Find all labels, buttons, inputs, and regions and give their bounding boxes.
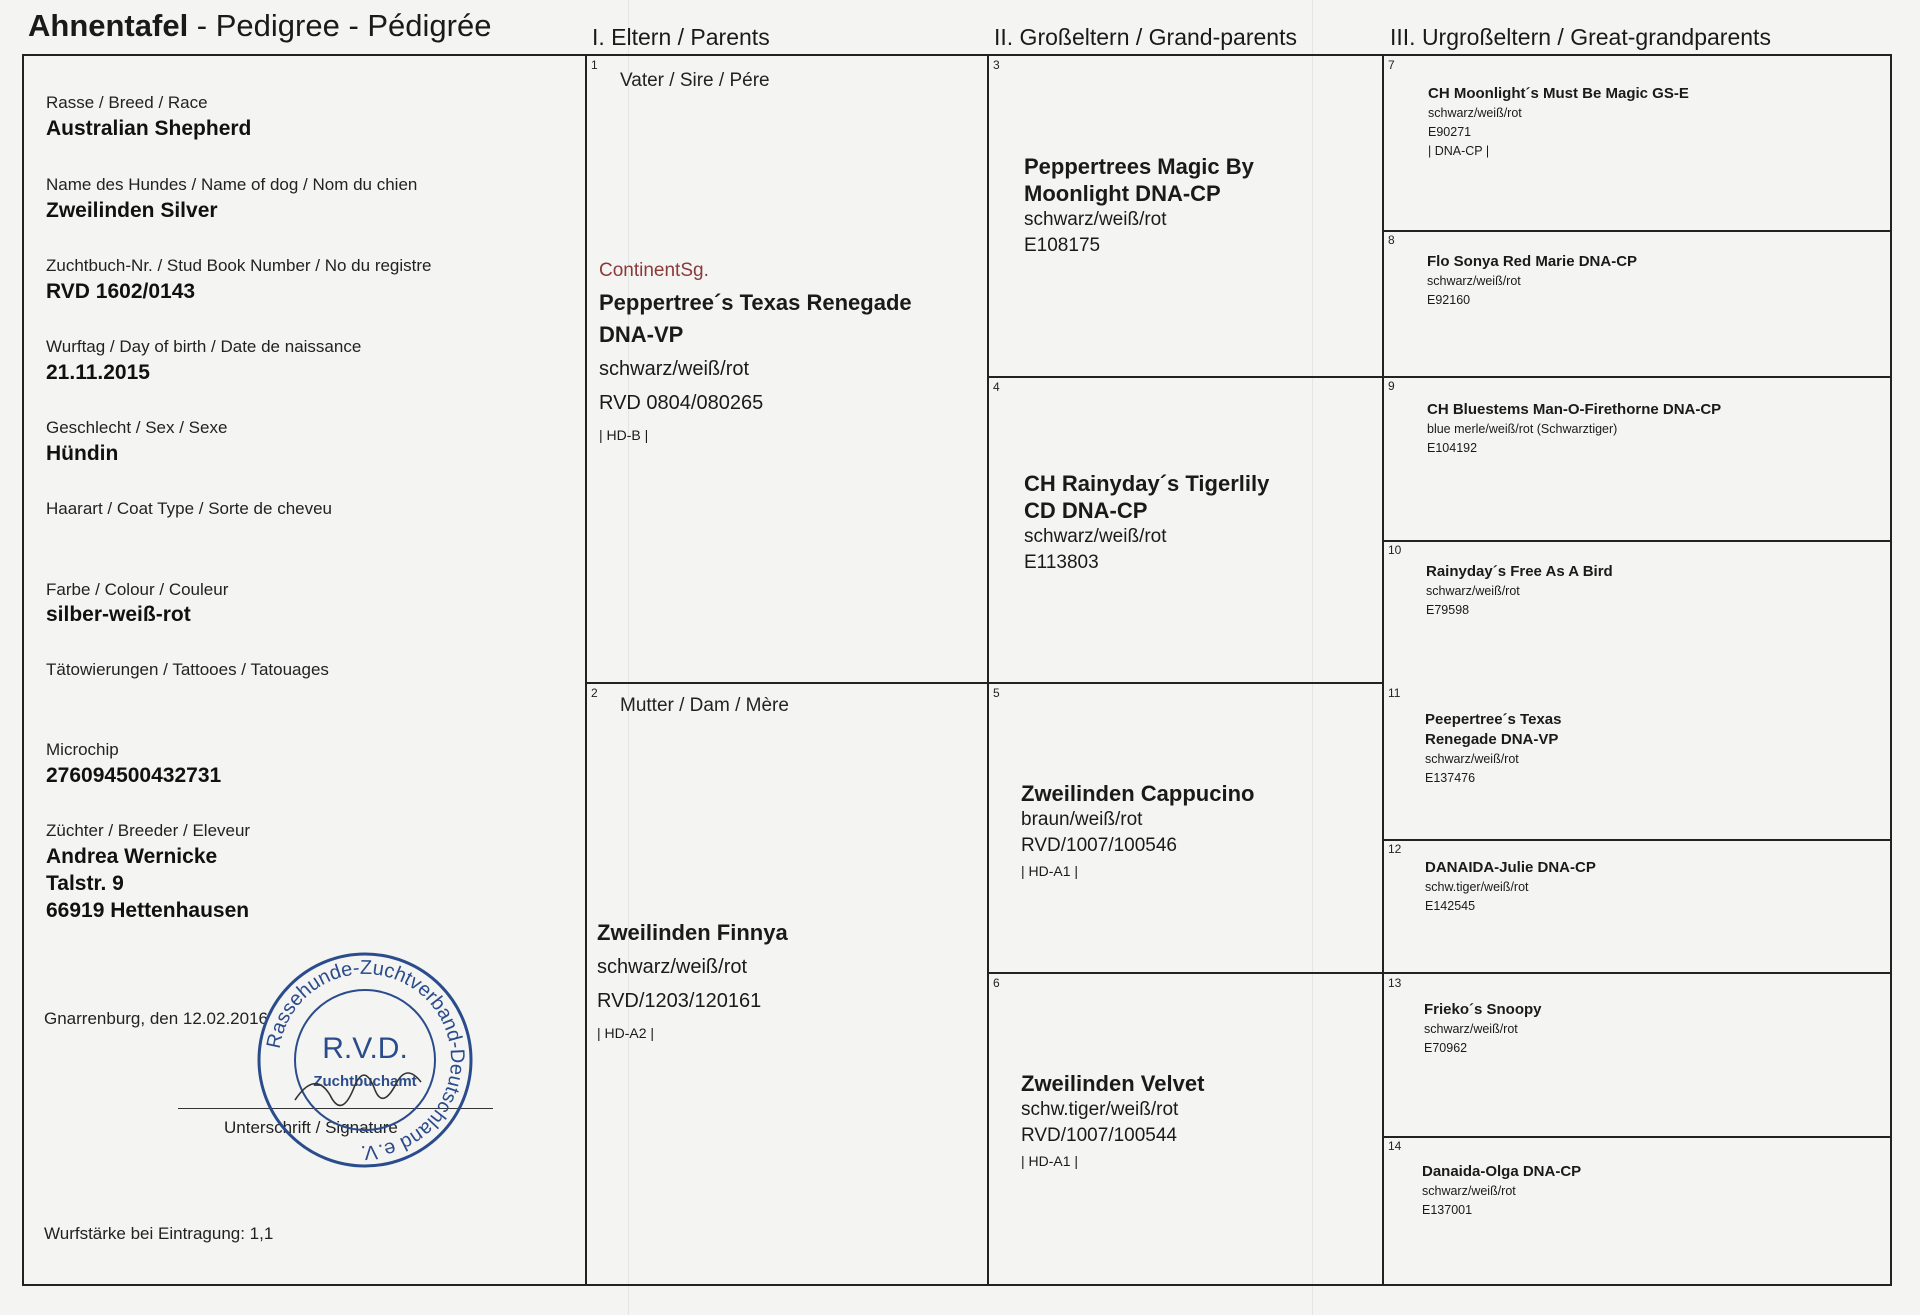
- sire-health: | HD-B |: [599, 427, 649, 443]
- divider: [1382, 540, 1892, 542]
- dam-health: | HD-A2 |: [597, 1025, 655, 1041]
- great-grandparent-color: schwarz/weiß/rot: [1427, 274, 1521, 288]
- great-grandparent-name-suffix: Renegade DNA-VP: [1425, 731, 1559, 748]
- sire-role: Vater / Sire / Pére: [620, 70, 770, 91]
- grandparent-color: schwarz/weiß/rot: [1024, 209, 1167, 230]
- great-grandparent-cell: [1424, 1000, 1542, 1058]
- sire-name-suffix: DNA-VP: [599, 322, 684, 347]
- cell-number: 13: [1388, 976, 1402, 990]
- great-grandparent-color: blue merle/weiß/rot (Schwarztiger): [1427, 422, 1618, 436]
- grandparent-cell: [1024, 470, 1269, 576]
- breeder-label: Züchter / Breeder / Eleveur: [46, 821, 251, 840]
- breed-label: Rasse / Breed / Race: [46, 93, 208, 112]
- cell-number: 4: [993, 380, 1000, 394]
- cell-number: 3: [993, 58, 1000, 72]
- cell-number: 10: [1388, 543, 1402, 557]
- title-rest: - Pedigree - Pédigrée: [188, 8, 492, 43]
- grandparent-color: schw.tiger/weiß/rot: [1021, 1099, 1179, 1120]
- great-grandparent-cell: [1425, 710, 1561, 788]
- great-grandparent-cell: [1426, 562, 1613, 620]
- rvd-stamp: [255, 950, 475, 1170]
- great-grandparent-color: schwarz/weiß/rot: [1426, 584, 1520, 598]
- divider: [987, 54, 989, 1286]
- great-grandparent-name: Flo Sonya Red Marie DNA-CP: [1427, 253, 1638, 270]
- breeder-name: Andrea Wernicke: [46, 845, 218, 868]
- great-grandparent-cell: [1428, 84, 1689, 161]
- page-title: [28, 8, 491, 44]
- stamp-center-text: R.V.D.: [322, 1032, 408, 1065]
- cell-number: 1: [591, 58, 598, 72]
- cell-number: 5: [993, 686, 1000, 700]
- dam-color: schwarz/weiß/rot: [597, 956, 748, 978]
- sire-reg: RVD 0804/080265: [599, 392, 764, 414]
- grandparent-reg: RVD/1007/100544: [1021, 1125, 1177, 1146]
- microchip-value: 276094500432731: [46, 764, 222, 787]
- grandparent-name: Peppertrees Magic By: [1024, 154, 1254, 179]
- cell-number: 2: [591, 686, 598, 700]
- divider: [1382, 1136, 1892, 1138]
- great-grandparent-name: Rainyday´s Free As A Bird: [1426, 563, 1613, 580]
- cell-number: 9: [1388, 379, 1395, 393]
- cell-number: 11: [1388, 686, 1401, 700]
- grandparent-reg: RVD/1007/100546: [1021, 835, 1177, 856]
- grandparent-health: | HD-A1 |: [1021, 1153, 1079, 1169]
- birthdate-label: Wurftag / Day of birth / Date de naissance: [46, 337, 362, 356]
- breeder-city: 66919 Hettenhausen: [46, 899, 250, 922]
- great-grandparent-cell: [1425, 858, 1596, 916]
- sire-color: schwarz/weiß/rot: [599, 358, 750, 380]
- dam-cell: [620, 695, 789, 717]
- great-grandparent-reg: E137476: [1425, 771, 1476, 785]
- colour-value: silber-weiß-rot: [46, 603, 191, 626]
- cell-number: 8: [1388, 233, 1395, 247]
- great-grandparent-color: schwarz/weiß/rot: [1424, 1022, 1518, 1036]
- great-grandparent-reg: E79598: [1426, 603, 1470, 617]
- cell-number: 7: [1388, 58, 1395, 72]
- great-grandparent-reg: E104192: [1427, 441, 1478, 455]
- great-grandparent-cell: [1427, 252, 1637, 310]
- grandparent-reg: E113803: [1024, 552, 1099, 573]
- great-grandparent-cell: [1422, 1162, 1581, 1220]
- place-date: Gnarrenburg, den 12.02.2016: [44, 1009, 269, 1028]
- column-header-parents: I. Eltern / Parents: [592, 24, 770, 50]
- great-grandparent-color: schwarz/weiß/rot: [1425, 752, 1519, 766]
- dam-role: Mutter / Dam / Mère: [620, 695, 789, 716]
- dam-details: [597, 918, 788, 1046]
- great-grandparent-reg: E90271: [1428, 125, 1472, 139]
- great-grandparent-reg: E137001: [1422, 1203, 1473, 1217]
- great-grandparent-reg: E92160: [1427, 293, 1471, 307]
- grandparent-reg: E108175: [1024, 235, 1101, 256]
- dam-name: Zweilinden Finnya: [597, 920, 788, 945]
- dam-reg: RVD/1203/120161: [597, 990, 762, 1012]
- divider: [987, 376, 1892, 378]
- studbook-label: Zuchtbuch-Nr. / Stud Book Number / No du registre: [46, 256, 432, 275]
- great-grandparent-name: Peepertree´s Texas: [1425, 711, 1562, 728]
- great-grandparent-name: CH Bluestems Man-O-Firethorne DNA-CP: [1427, 401, 1722, 418]
- grandparent-cell: [1021, 780, 1254, 883]
- birthdate-value: 21.11.2015: [46, 361, 150, 384]
- grandparent-name-suffix: Moonlight DNA-CP: [1024, 181, 1221, 206]
- divider: [987, 972, 1892, 974]
- great-grandparent-name: DANAIDA-Julie DNA-CP: [1425, 859, 1596, 876]
- divider: [585, 682, 1382, 684]
- tattoo-label: Tätowierungen / Tattooes / Tatouages: [46, 660, 329, 679]
- sire-details: [599, 260, 912, 448]
- sire-name: Peppertree´s Texas Renegade: [599, 290, 912, 315]
- stamp-sub-text: Zuchtbuchamt: [313, 1073, 417, 1090]
- divider: [1382, 230, 1892, 232]
- divider: [1382, 839, 1892, 841]
- grandparent-color: braun/weiß/rot: [1021, 809, 1143, 830]
- grandparent-name: Zweilinden Cappucino: [1021, 781, 1255, 806]
- great-grandparent-reg: E142545: [1425, 899, 1476, 913]
- great-grandparent-reg: E70962: [1424, 1041, 1468, 1055]
- great-grandparent-color: schwarz/weiß/rot: [1428, 106, 1522, 120]
- great-grandparent-name: CH Moonlight´s Must Be Magic GS-E: [1428, 85, 1689, 102]
- great-grandparent-cell: [1427, 400, 1721, 458]
- sex-value: Hündin: [46, 442, 119, 465]
- grandparent-health: | HD-A1 |: [1021, 863, 1079, 879]
- cell-number: 6: [993, 976, 1000, 990]
- sire-title: ContinentSg.: [599, 260, 709, 281]
- cell-number: 12: [1388, 842, 1402, 856]
- dog-name-label: Name des Hundes / Name of dog / Nom du chien: [46, 175, 418, 194]
- grandparent-name: CH Rainyday´s Tigerlily: [1024, 471, 1270, 496]
- grandparent-name-suffix: CD DNA-CP: [1024, 498, 1148, 523]
- sex-label: Geschlecht / Sex / Sexe: [46, 418, 228, 437]
- great-grandparent-health: | DNA-CP |: [1428, 144, 1490, 158]
- title-bold: Ahnentafel: [28, 8, 189, 43]
- studbook-value: RVD 1602/0143: [46, 280, 196, 303]
- great-grandparent-color: schw.tiger/weiß/rot: [1425, 880, 1529, 894]
- column-header-grandparents: II. Großeltern / Grand-parents: [994, 24, 1297, 50]
- stamp-ring-text: Rassehunde-Zuchtverband-Deutschland e.V.: [262, 956, 469, 1164]
- great-grandparent-color: schwarz/weiß/rot: [1422, 1184, 1516, 1198]
- colour-label: Farbe / Colour / Couleur: [46, 580, 229, 599]
- microchip-label: Microchip: [46, 740, 119, 759]
- grandparent-cell: [1021, 1070, 1204, 1173]
- grandparent-name: Zweilinden Velvet: [1021, 1071, 1205, 1096]
- grandparent-color: schwarz/weiß/rot: [1024, 526, 1167, 547]
- divider: [585, 54, 587, 1286]
- column-header-great-grandparents: III. Urgroßeltern / Great-grandparents: [1390, 24, 1771, 50]
- breed-value: Australian Shepherd: [46, 117, 252, 140]
- coat-type-label: Haarart / Coat Type / Sorte de cheveu: [46, 499, 333, 518]
- litter-size: Wurfstärke bei Eintragung: 1,1: [44, 1224, 274, 1243]
- sire-cell: [620, 70, 770, 92]
- dog-name-value: Zweilinden Silver: [46, 199, 218, 222]
- grandparent-cell: [1024, 153, 1254, 259]
- breeder-street: Talstr. 9: [46, 872, 124, 895]
- cell-number: 14: [1388, 1139, 1402, 1153]
- divider: [1382, 54, 1384, 1286]
- great-grandparent-name: Danaida-Olga DNA-CP: [1422, 1163, 1582, 1180]
- signature-label: Unterschrift / Signature: [224, 1118, 398, 1137]
- great-grandparent-name: Frieko´s Snoopy: [1424, 1001, 1542, 1018]
